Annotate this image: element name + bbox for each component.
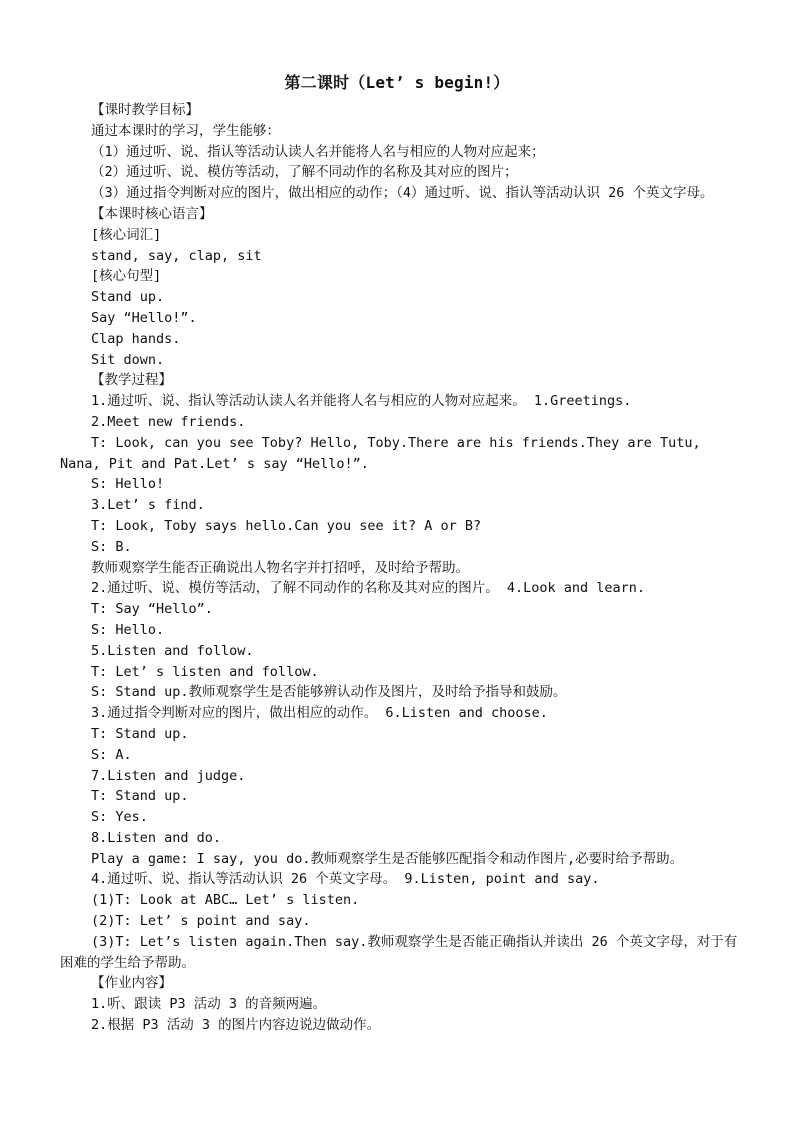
process-line: S: Yes. bbox=[91, 809, 148, 826]
process-line: 教师观察学生能否正确说出人物名字并打招呼，及时给予帮助。 bbox=[91, 559, 469, 576]
process-line: T: Look, can you see Toby? Hello, Toby.There are his friends.They are Tutu, Nana, Pit and Pat.Let’ s say “Hello!”. bbox=[60, 434, 701, 472]
lesson-title: 第二课时（Let’ s begin!） bbox=[284, 73, 510, 92]
process-line: S: Hello! bbox=[91, 476, 165, 493]
process-line: T: Stand up. bbox=[91, 725, 189, 742]
process-line: 3.Let’ s find. bbox=[91, 497, 205, 514]
objectives-intro: 通过本课时的学习，学生能够： bbox=[91, 122, 280, 139]
process-line: T: Look, Toby says hello.Can you see it? A or B? bbox=[91, 517, 482, 534]
process-line: 4.通过听、说、指认等活动认识 26 个英文字母。 9.Listen, point and say. bbox=[91, 871, 600, 888]
section-heading-objectives: 【课时教学目标】 bbox=[91, 102, 199, 118]
process-line: 2.通过听、说、模仿等活动，了解不同动作的名称及其对应的图片。 4.Look and learn. bbox=[91, 580, 646, 597]
section-heading-homework: 【作业内容】 bbox=[91, 975, 172, 992]
section-heading-process: 【教学过程】 bbox=[91, 372, 172, 389]
process-line: T: Let’ s listen and follow. bbox=[91, 663, 319, 680]
process-line: Play a game: I say, you do.教师观察学生是否能够匹配指令和动作图片,必要时给予帮助。 bbox=[91, 850, 684, 867]
core-sentences-label: [核心句型] bbox=[91, 268, 162, 285]
process-line: (3)T: Let’s listen again.Then say.教师观察学生是否能正确指认并读出 26 个英文字母，对于有困难的学生给予帮助。 bbox=[60, 933, 738, 971]
process-line: 1.通过听、说、指认等活动认读人名并能将人名与相应的人物对应起来。 1.Greetings. bbox=[91, 393, 632, 410]
process-line: 2.Meet new friends. bbox=[91, 413, 246, 430]
core-sentence: Say “Hello!”. bbox=[91, 309, 197, 326]
core-sentence: Stand up. bbox=[91, 289, 165, 306]
objective-2: （2）通过听、说、模仿等活动，了解不同动作的名称及其对应的图片； bbox=[91, 164, 518, 181]
core-sentence: Sit down. bbox=[91, 351, 165, 368]
process-line: 3.通过指令判断对应的图片，做出相应的动作。 6.Listen and choose. bbox=[91, 705, 548, 722]
process-line: (1)T: Look at ABC… Let’ s listen. bbox=[91, 892, 360, 909]
process-line: (2)T: Let’ s point and say. bbox=[91, 913, 311, 930]
process-line: T: Say “Hello”. bbox=[91, 601, 213, 618]
lesson-body bbox=[60, 100, 740, 1036]
process-line: S: Stand up.教师观察学生是否能够辨认动作及图片，及时给予指导和鼓励。 bbox=[91, 684, 567, 701]
process-line: T: Stand up. bbox=[91, 788, 189, 805]
homework-item: 2.根据 P3 活动 3 的图片内容边说边做动作。 bbox=[91, 1017, 381, 1034]
objective-3-4: （3）通过指令判断对应的图片，做出相应的动作；（4）通过听、说、指认等活动认识 26 个英文字母。 bbox=[91, 185, 714, 202]
core-sentence: Clap hands. bbox=[91, 330, 181, 347]
core-vocab-words: stand, say, clap, sit bbox=[91, 247, 262, 264]
section-heading-core-language: 【本课时核心语言】 bbox=[91, 205, 213, 222]
homework-item: 1.听、跟读 P3 活动 3 的音频两遍。 bbox=[91, 996, 327, 1013]
process-line: 7.Listen and judge. bbox=[91, 767, 246, 784]
process-line: S: Hello. bbox=[91, 621, 165, 638]
process-line: 5.Listen and follow. bbox=[91, 642, 254, 659]
process-line: S: A. bbox=[91, 746, 132, 763]
process-line: S: B. bbox=[91, 538, 132, 555]
core-vocab-label: [核心词汇] bbox=[91, 226, 162, 243]
objective-1: （1）通过听、说、指认等活动认读人名并能将人名与相应的人物对应起来； bbox=[91, 143, 545, 160]
process-line: 8.Listen and do. bbox=[91, 829, 222, 846]
